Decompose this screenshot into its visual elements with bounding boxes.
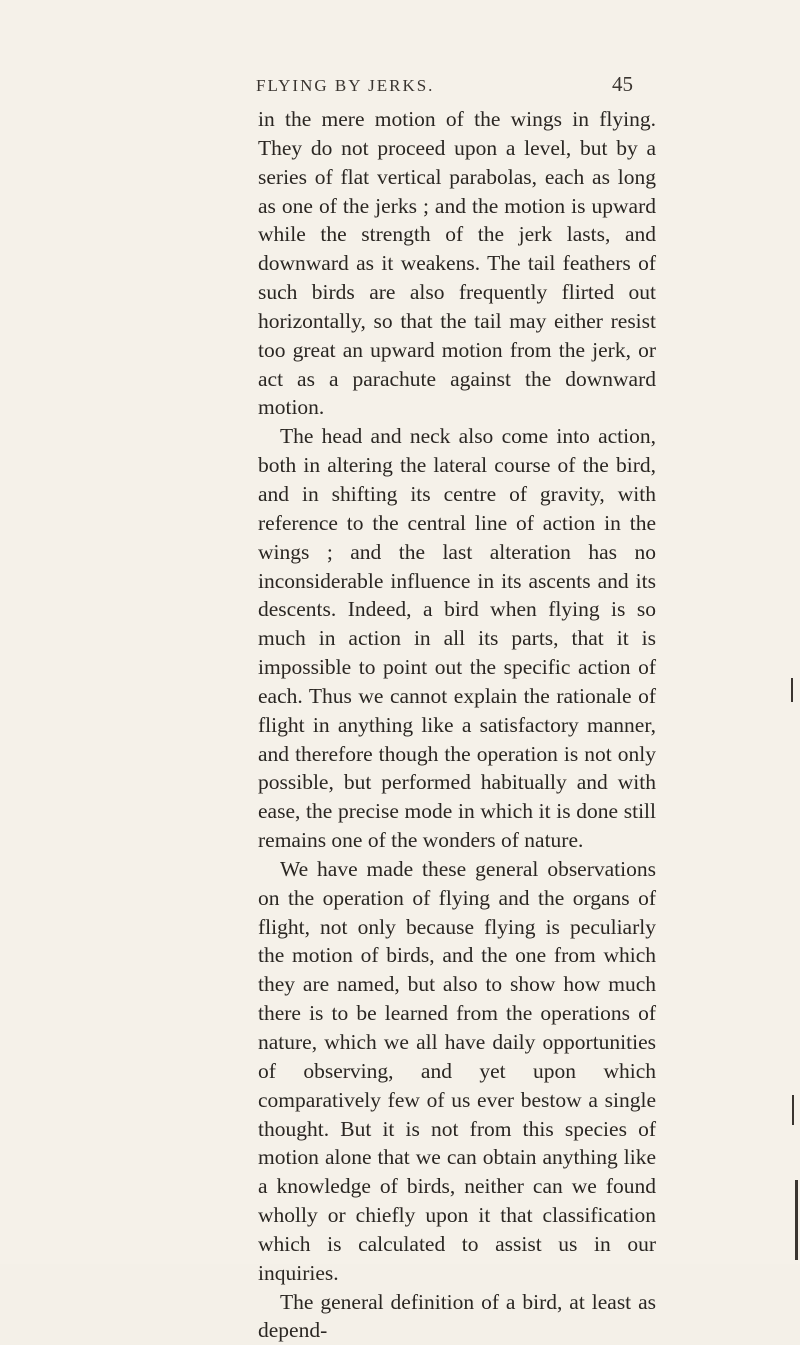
edge-mark-1 xyxy=(791,678,793,702)
running-head-title: FLYING BY JERKS. xyxy=(256,76,435,95)
paragraph-general-observations: We have made these general observations on the operation of flying and the organs of flight, not only because flying is peculiarly the motion of birds, and the one from which they are named, but also to show how much there is to be learned from the operations of nature, which we all have daily opportunities of observing, and yet upon which comparatively few of us ever bestow a single thought. But it is not from this species of motion alone that we can obtain anything like a knowledge of birds, neither can we found wholly or chiefly upon it that classification which is calculated to assist us in our inquiries. xyxy=(258,856,656,1285)
paragraph-continued: in the mere motion of the wings in flying. They do not proceed upon a level, but by a series of flat vertical parabolas, each as long as one of the jerks ; and the motion is upward while the strength of the jerk lasts, and downward as it weakens. The tail feathers of such birds are also frequently flirted out horizontally, so that the tail may either resist too great an upward motion from the jerk, or act as a parachute against the downward motion. xyxy=(258,107,656,420)
edge-mark-3 xyxy=(795,1180,798,1260)
body-text xyxy=(258,105,656,1345)
paragraph-definition: The general definition of a bird, at least as depend- xyxy=(258,1289,656,1343)
page-number: 45 xyxy=(612,72,633,96)
edge-mark-2 xyxy=(792,1095,794,1125)
paragraph-head-and-neck: The head and neck also come into action, both in altering the lateral course of the bird, and in shifting its centre of gravity, with reference to the central line of action in the wings ; and the last alteration has no inconsiderable influence in its ascents and its descents. Indeed, a bird when flying is so much in action in all its parts, that it is impossible to point out the specific action of each. Thus we cannot explain the rationale of flight in anything like a satisfactory manner, and therefore though the operation is not only possible, but performed habitually and with ease, the precise mode in which it is done still remains one of the wonders of nature. xyxy=(258,424,656,853)
